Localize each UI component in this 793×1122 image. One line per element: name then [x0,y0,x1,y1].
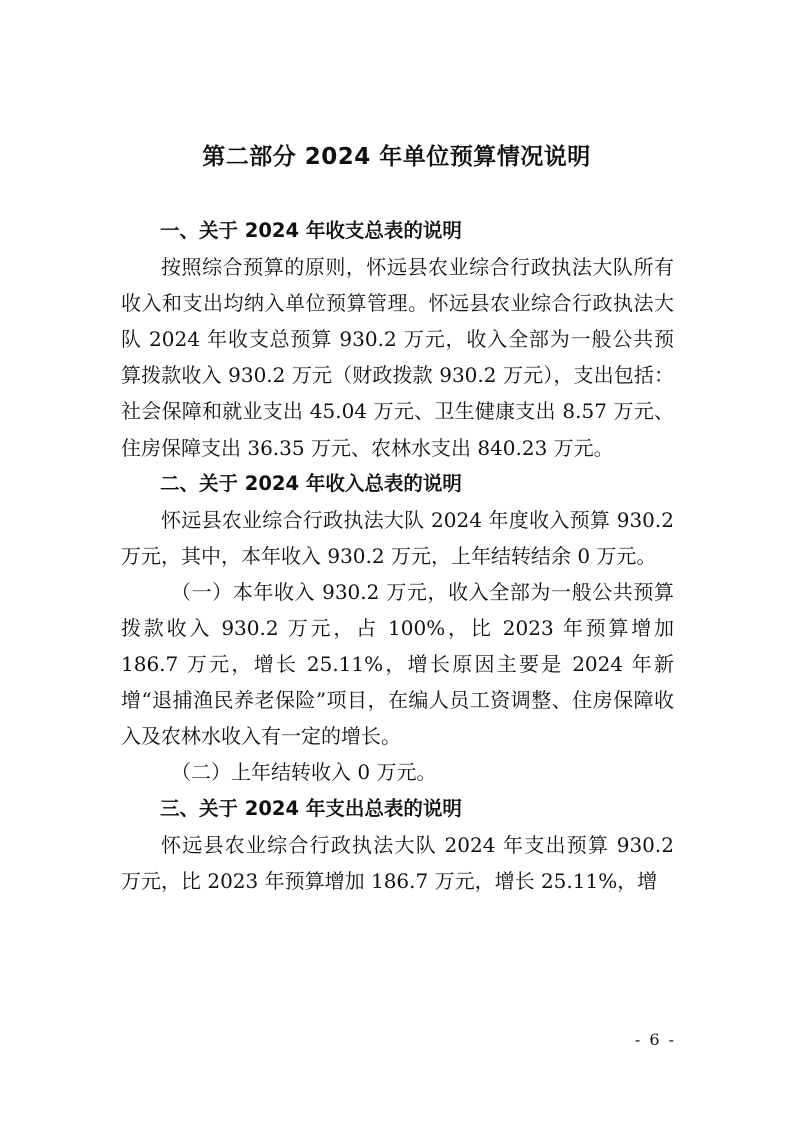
section-heading-income-expenditure-summary: 一、关于 2024 年收支总表的说明 [160,219,462,242]
page-title: 第二部分 2024 年单位预算情况说明 [202,144,591,170]
paragraph-prior-year-carryover: （二）上年结转收入 0 万元。 [171,760,437,785]
paragraph-current-year-income: （一）本年收入 930.2 万元，收入全部为一般公共预算拨款收入 930.2 万元，占 100%，比 2023 年预算增加 186.7 万元，增长 25.11%，增长原因主要是 2024 年新增“退捕渔民养老保险”项目，在编人员工资调整、住房保障收入及农林水收入有一定的增长。 [121,579,674,749]
paragraph-expenditure-summary: 怀远县农业综合行政执法大队 2024 年支出预算 930.2 万元，比 2023 年预算增加 186.7 万元，增长 25.11%，增 [121,832,674,893]
paragraph-income-expenditure-summary: 按照综合预算的原则，怀远县农业综合行政执法大队所有收入和支出均纳入单位预算管理。怀远县农业综合行政执法大队 2024 年收支总预算 930.2 万元，收入全部为一般公共预算拨款收入 930.2 万元（财政拨款 930.2 万元），支出包括：社会保障和就业支出 45.04 万元、卫生健康支出 8.57 万元、住房保障支出 36.35 万元、农林水支出 840.23 万元。 [121,255,674,460]
section-heading-expenditure-summary: 三、关于 2024 年支出总表的说明 [160,796,462,820]
paragraph-income-summary: 怀远县农业综合行政执法大队 2024 年度收入预算 930.2 万元，其中，本年收入 930.2 万元，上年结转结余 0 万元。 [121,507,674,568]
document-body [121,213,674,899]
page-number: - 6 - [634,1030,676,1049]
section-heading-income-summary: 二、关于 2024 年收入总表的说明 [160,471,462,495]
